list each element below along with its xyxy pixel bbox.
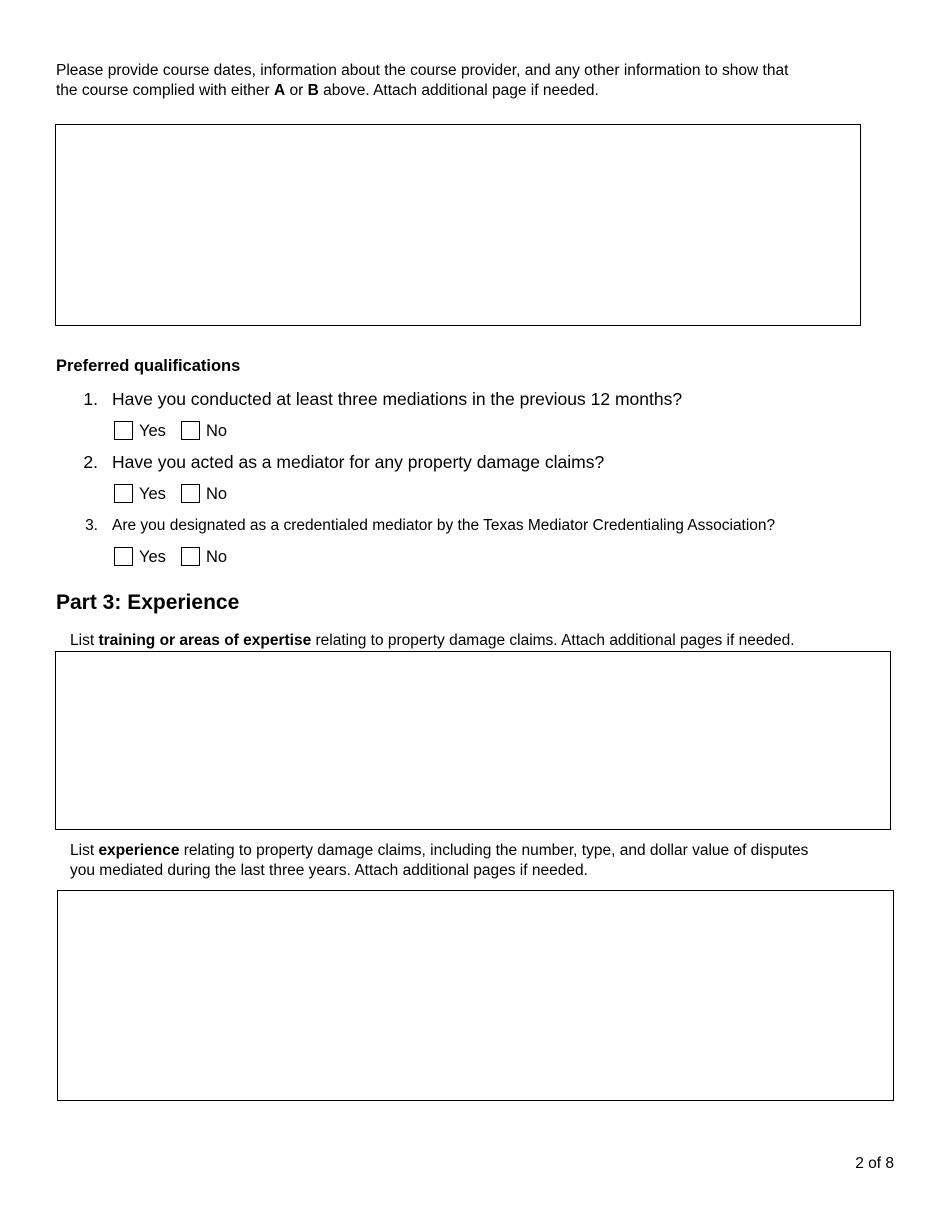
page-number: 2 of 8 <box>855 1155 894 1172</box>
question-1-no-label: No <box>206 422 228 440</box>
question-2-yes-label: Yes <box>139 485 166 503</box>
intro-line-1: Please provide course dates, information about the course provider, and any other information to show that <box>56 62 789 79</box>
question-2-no-label: No <box>206 485 228 503</box>
option-a-label: A <box>273 81 286 99</box>
question-2-no-checkbox[interactable] <box>181 484 200 503</box>
part-3-title: Part 3: Experience <box>56 591 240 614</box>
preferred-qualifications-heading: Preferred qualifications <box>56 357 241 375</box>
intro-paragraph <box>56 61 896 100</box>
question-1-yes-checkbox[interactable] <box>114 421 133 440</box>
question-1-no-checkbox[interactable] <box>181 421 200 440</box>
experience-line-2: you mediated during the last three years. Attach additional pages if needed. <box>70 861 588 879</box>
course-info-textarea[interactable] <box>55 124 861 326</box>
question-1-yes-label: Yes <box>139 422 166 440</box>
question-2-number: 2. <box>83 452 98 472</box>
question-2-yes-checkbox[interactable] <box>114 484 133 503</box>
question-1-text: Have you conducted at least three mediations in the previous 12 months? <box>112 389 683 409</box>
training-instructions: List training or areas of expertise relating to property damage claims. Attach additional pages if needed. <box>70 632 795 649</box>
intro-line-2: the course complied with either A or B above. Attach additional page if needed. <box>56 81 599 99</box>
experience-textarea[interactable] <box>57 890 894 1101</box>
question-3-text: Are you designated as a credentialed mediator by the Texas Mediator Credentialing Association? <box>112 517 776 534</box>
option-b-label: B <box>307 81 319 99</box>
experience-instructions <box>70 841 900 880</box>
question-3-number: 3. <box>85 517 98 534</box>
training-textarea[interactable] <box>55 651 891 830</box>
question-1-number: 1. <box>83 389 98 409</box>
question-3-yes-label: Yes <box>139 548 166 566</box>
question-2-text: Have you acted as a mediator for any property damage claims? <box>112 452 605 472</box>
experience-line-1: List experience relating to property damage claims, including the number, type, and dollar value of disputes <box>70 842 809 859</box>
question-3-no-label: No <box>206 548 228 566</box>
question-3-no-checkbox[interactable] <box>181 547 200 566</box>
question-3-yes-checkbox[interactable] <box>114 547 133 566</box>
